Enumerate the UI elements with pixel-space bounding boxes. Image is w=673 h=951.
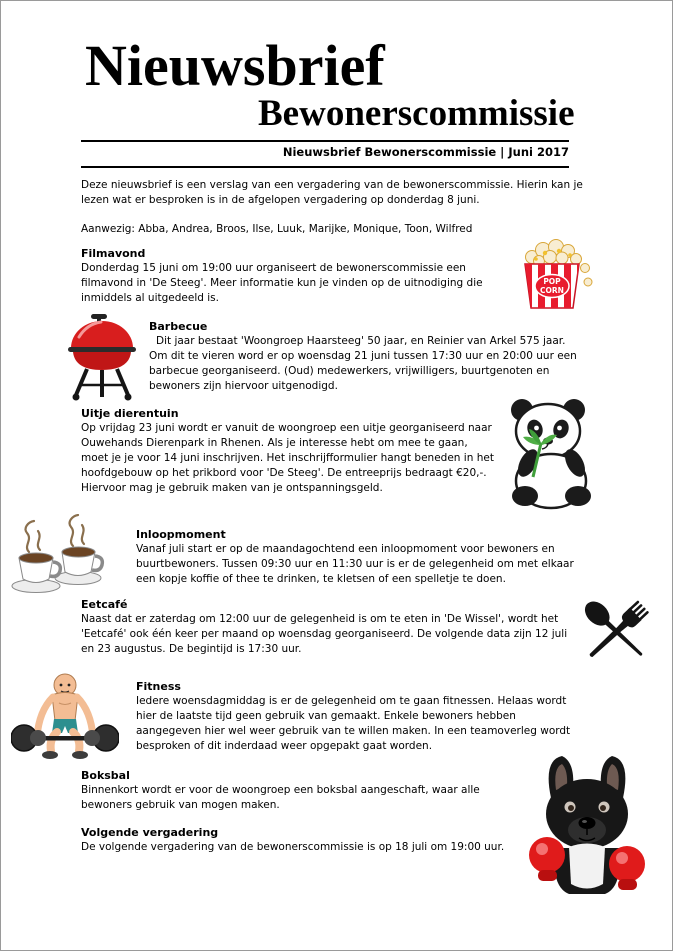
section-body-eetcafe: Naast dat er zaterdag om 12:00 uur de gelegenheid is om te eten in 'De Wissel', wordt het 'Eetcafé' ook één keer per maand op woensdag georganiseerd. De volgende data zijn 12 juli en 23 augustus. De begintijd is 17:30 uur.: [81, 613, 568, 655]
coffee-cups-image: [7, 514, 111, 594]
edition-line: Nieuwsbrief Bewonerscommissie | Juni 2017: [282, 145, 569, 159]
weightlifter-image: [11, 667, 119, 765]
section-title-inloopmoment: Inloopmoment: [136, 528, 226, 541]
section-body-inloopmoment: Vanaf juli start er op de maandagochtend een inloopmoment voor bewoners en buurtbewoners. Tussen 09:30 uur en 11:30 uur is er de gelegenheid om met elkaar een kopje koffie of thee te drinken, te kletsen of een spelletje te doen.: [136, 543, 574, 585]
popcorn-label-corn: CORN: [540, 286, 564, 295]
masthead-subtitle: Bewonerscommissie: [258, 93, 575, 134]
section-title-barbecue: Barbecue: [149, 320, 208, 333]
crossed-cutlery-image: [571, 593, 663, 671]
section-body-barbecue: Dit jaar bestaat 'Woongroep Haarsteeg' 50 jaar, en Reinier van Arkel 575 jaar. Om dit te vieren word er op woensdag 21 juni tussen 17:30 uur en 20:00 uur een barbecue georganiseerd. (Oud) medewerkers, vrijwilligers, buurtgenoten en bewoners zijn hiervoor uitgenodigd.: [149, 335, 577, 392]
panda-image: [495, 393, 605, 511]
section-body-uitje-dierentuin: Op vrijdag 23 juni wordt er vanuit de woongroep een uitje georganiseerd naar Ouwehands Dierenpark in Rhenen. Als je interesse hebt om mee te gaan, moet je je voor 14 juni inschrijven. Het inschrijfformulier hangt beneden in het hoofdgebouw op het prikbord voor 'De Steeg'. De entreeprijs bedraagt €20,-. Hiervoor mag je gebruik maken van je ontspanningsgeld.: [81, 422, 494, 494]
section-title-boksbal: Boksbal: [81, 769, 130, 782]
attendees-line: Aanwezig: Abba, Andrea, Broos, Ilse, Luuk, Marijke, Monique, Toon, Wilfred: [81, 223, 473, 235]
bbq-grill-image: [61, 311, 143, 401]
section-body-volgende-vergadering: De volgende vergadering van de bewonerscommissie is op 18 juli om 19:00 uur.: [81, 841, 505, 853]
section-title-filmavond: Filmavond: [81, 247, 146, 260]
masthead-rule-bottom: [81, 166, 569, 168]
section-title-volgende-vergadering: Volgende vergadering: [81, 826, 219, 839]
popcorn-label-pop: POP: [543, 277, 561, 286]
section-title-fitness: Fitness: [136, 680, 181, 693]
section-body-boksbal: Binnenkort wordt er voor de woongroep een boksbal aangeschaft, waar alle bewoners gebruik van mogen maken.: [81, 784, 480, 811]
section-body-fitness: Iedere woensdagmiddag is er de gelegenheid om te gaan fitnessen. Helaas wordt hier de laatste tijd geen gebruik van gemaakt. Enkele bewoners hebben aangegeven hier wel weer gebruik van te willen maken. In een teamoverleg wordt besproken of dit inderdaad weer opgepakt gaat worden.: [136, 695, 571, 752]
masthead-rule-top: [81, 140, 569, 142]
section-body-filmavond: Donderdag 15 juni om 19:00 uur organiseert de bewonerscommissie een filmavond in 'De Steeg'. Meer informatie kun je vinden op de uitnodiging die inmiddels al uitgedeeld is.: [81, 262, 483, 304]
section-title-uitje-dierentuin: Uitje dierentuin: [81, 407, 179, 420]
boxing-dog-image: [507, 752, 667, 907]
section-title-eetcafe: Eetcafé: [81, 598, 128, 611]
popcorn-image: [512, 234, 594, 310]
masthead-title: Nieuwsbrief: [85, 33, 385, 98]
intro-paragraph: Deze nieuwsbrief is een verslag van een vergadering van de bewonerscommissie. Hierin kan je lezen wat er besproken is in de afgelopen vergadering op donderdag 8 juni.: [81, 179, 583, 206]
